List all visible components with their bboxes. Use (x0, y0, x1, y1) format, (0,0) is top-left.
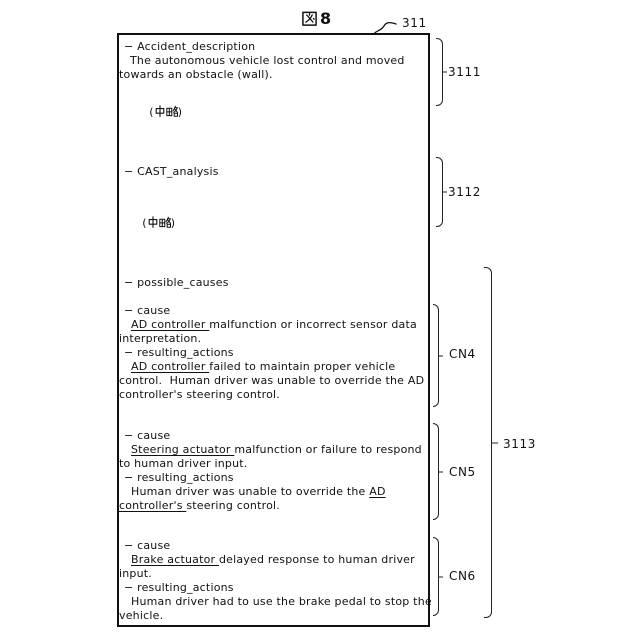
bracket-3111 (436, 38, 443, 106)
header-text: − resulting_actions (124, 346, 234, 359)
paren-close: ) (170, 216, 176, 230)
header-text: − cause (124, 539, 171, 552)
ref-label-cn5: CN5 (449, 465, 476, 479)
kanji-zu-icon (301, 10, 318, 27)
paren-close: ) (177, 105, 183, 119)
bracket-cn5 (433, 423, 439, 520)
bracket-3113 (484, 267, 492, 618)
text-segment: towards an obstacle (wall). (119, 68, 273, 81)
underlined-term: controller's (119, 499, 187, 512)
header-text: − CAST_analysis (124, 165, 219, 178)
figure-title (301, 9, 332, 28)
kanji-naka-icon (154, 105, 166, 117)
paren-open: ( (142, 216, 147, 230)
kanji-ryaku-icon (159, 216, 171, 228)
cn4-cause-line (119, 332, 201, 345)
omitted-marker (120, 203, 175, 243)
text-segment: control. Human driver was unable to override the AD (119, 374, 425, 387)
cn6-resulting-actions-header (124, 581, 234, 594)
report-box (117, 33, 430, 627)
accident-text-line (130, 54, 405, 67)
text-segment: malfunction or failure to respond (234, 443, 422, 456)
ref-label-cn4: CN4 (449, 347, 476, 361)
accident-description-header (124, 40, 255, 53)
cn6-actions-line (131, 595, 432, 608)
cn6-actions-line (119, 609, 163, 622)
cn6-cause-line (119, 567, 152, 580)
text-segment: vehicle. (119, 609, 164, 622)
text-segment: The autonomous vehicle lost control and moved (130, 54, 405, 67)
text-segment: Human driver had to use the brake pedal to stop the (131, 595, 432, 608)
underlined-term: Brake actuator (131, 553, 219, 566)
cn4-actions-line (119, 374, 424, 387)
cn5-cause-header (124, 429, 170, 442)
figure-number: 8 (320, 9, 332, 28)
text-segment: Human driver was unable to override the (131, 485, 370, 498)
underlined-term: Steering actuator (131, 443, 235, 456)
text-segment: to human driver input. (119, 457, 248, 470)
ref-label-3111: 3111 (448, 65, 481, 79)
underlined-term: AD controller (131, 360, 210, 373)
underlined-term: AD (369, 485, 386, 498)
bracket-3112 (436, 157, 443, 227)
cn6-cause-line (131, 553, 415, 566)
underlined-term: AD controller (131, 318, 210, 331)
cn4-resulting-actions-header (124, 346, 234, 359)
omitted-marker (127, 92, 182, 132)
ref-label-cn6: CN6 (449, 569, 476, 583)
cn5-resulting-actions-header (124, 471, 234, 484)
cn5-actions-line (131, 485, 386, 498)
bracket-cn4 (433, 304, 439, 407)
text-segment: interpretation. (119, 332, 202, 345)
kanji-naka-icon (147, 216, 159, 228)
cn6-cause-header (124, 539, 170, 552)
paren-open: ( (149, 105, 154, 119)
header-text: − cause (124, 429, 171, 442)
text-segment: controller's steering control. (119, 388, 280, 401)
header-text: − resulting_actions (124, 471, 234, 484)
text-segment: malfunction or incorrect sensor data (209, 318, 417, 331)
cn5-actions-line (119, 499, 280, 512)
header-text: − possible_causes (124, 276, 229, 289)
accident-text-line (119, 68, 273, 81)
text-segment: failed to maintain proper vehicle (209, 360, 396, 373)
cn4-cause-line (131, 318, 417, 331)
text-segment: steering control. (186, 499, 280, 512)
ref-label-3113: 3113 (503, 437, 536, 451)
cn4-actions-line (131, 360, 395, 373)
header-text: − resulting_actions (124, 581, 234, 594)
possible-causes-header (124, 276, 229, 289)
text-segment: delayed response to human driver (218, 553, 415, 566)
header-text: − cause (124, 304, 171, 317)
bracket-cn6 (433, 537, 439, 616)
cast-analysis-header (124, 165, 219, 178)
ref-label-311: 311 (402, 16, 427, 30)
text-segment: input. (119, 567, 152, 580)
kanji-ryaku-icon (166, 105, 178, 117)
cn5-cause-line (119, 457, 247, 470)
ref-label-3112: 3112 (448, 185, 481, 199)
cn4-actions-line (119, 388, 280, 401)
cn5-cause-line (131, 443, 422, 456)
header-text: − Accident_description (124, 40, 256, 53)
cn4-cause-header (124, 304, 170, 317)
